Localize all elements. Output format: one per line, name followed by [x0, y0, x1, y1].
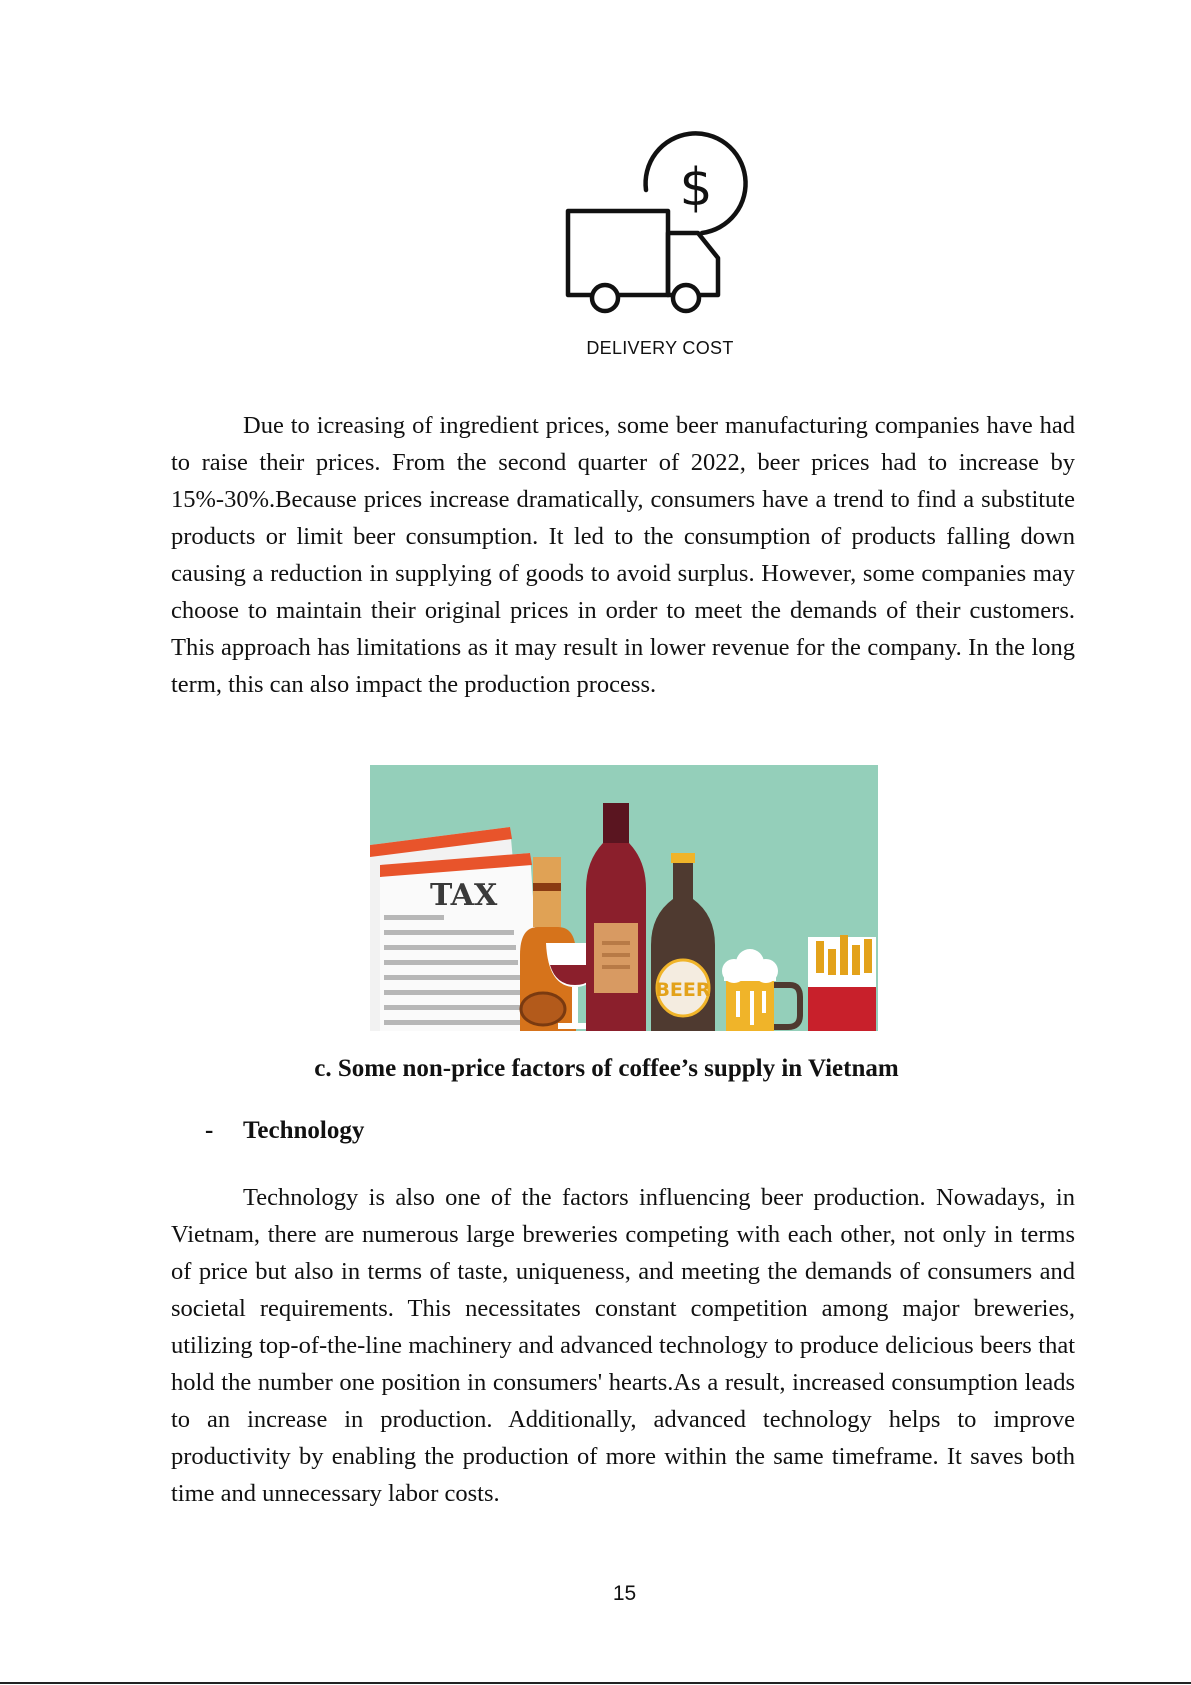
section-heading: c. Some non-price factors of coffee’s supply in Vietnam — [314, 1055, 899, 1082]
dollar-sign: $ — [679, 158, 713, 218]
bullet-label: Technology — [243, 1117, 365, 1144]
page-number: 15 — [612, 1582, 637, 1605]
beer-label: BEER — [655, 979, 711, 1001]
paragraph-technology: Technology is also one of the factors influencing beer production. Nowadays, in Vietnam, there are numerous large breweries competing with each other, not only in terms of price but also in terms of taste, uniqueness, and meeting the demands of consumers and societal requirements. This necessitates constant competition among major breweries, utilizing top-of-the-line machinery and advanced technology to produce delicious beers that hold the number one position in consumers' hearts.As a result, increased consumption leads to an increase in production. Additionally, advanced technology helps to improve productivity by enabling the production of more within the same timeframe. It saves both time and unnecessary labor costs. — [171, 1184, 1075, 1507]
tax-label: TAX — [430, 878, 498, 913]
tax-alcohol-tobacco-illustration — [370, 765, 878, 1031]
tax-illustration — [370, 765, 878, 1031]
bottom-rule — [0, 1682, 1191, 1684]
figure-caption: DELIVERY COST — [586, 338, 734, 358]
delivery-cost-figure — [560, 130, 760, 370]
bullet-technology — [205, 1117, 364, 1145]
cigarette-pack-icon — [808, 935, 876, 1031]
paragraph-ingredient-prices: Due to icreasing of ingredient prices, some beer manufacturing companies have had to raise their prices. From the second quarter of 2022, beer prices had to increase by 15%-30%.Because prices increase dramatically, consumers have a trend to find a substitute products or limit beer consumption. It led to the consumption of products falling down causing a reduction in supplying of goods to avoid surplus. However, some companies may choose to maintain their original prices in order to meet the demands of their customers. This approach has limitations as it may result in lower revenue for the company. In the long term, this can also impact the production process. — [171, 412, 1075, 698]
bullet-marker: - — [205, 1117, 214, 1144]
tax-document-icon — [370, 827, 542, 1031]
delivery-truck-dollar-icon — [560, 130, 760, 330]
